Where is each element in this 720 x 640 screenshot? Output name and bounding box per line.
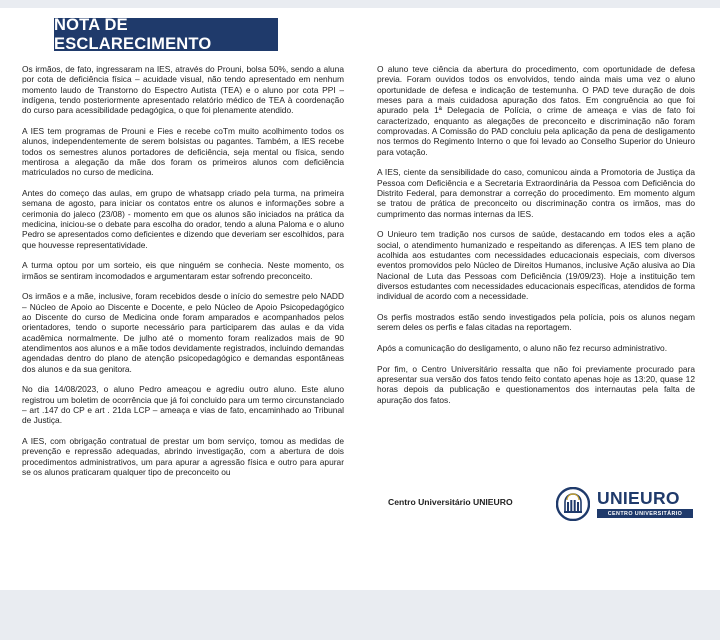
logo-subtitle: CENTRO UNIVERSITÁRIO [597, 509, 693, 518]
paragraph: Antes do começo das aulas, em grupo de whatsapp criado pela turma, na primeira semana de agosto, para iniciar os contatos entre os alunos e informações sobre a cerimonia do jaleco (23/08) - momento em que os alunos são iniciados na prática da medicina, iniciou-se o debate para escolha do orador, tendo a aluna Paloma e o aluno Pedro se apresentados como deficientes e dizendo que deveriam ser escolhidos, para que houvesse representatividade. [22, 188, 344, 250]
paragraph: Após a comunicação do desligamento, o aluno não fez recurso administrativo. [377, 343, 668, 354]
bottom-band [0, 590, 720, 640]
page-title-text: NOTA DE ESCLARECIMENTO [54, 15, 212, 53]
paragraph: No dia 14/08/2023, o aluno Pedro ameaçou e agrediu outro aluno. Este aluno registrou um boletim de ocorrência que já foi concluido para um termo circunstanciado – art .147 do CP e art . 21da LCP – ameaça e vias de fato, encaminhado ao Tribunal de Justiça. [22, 384, 344, 426]
logo-name: UNIEURO [597, 488, 680, 508]
paragraph: A turma optou por um sorteio, eis que ninguém se conhecia. Neste momento, os irmãos se sentiram incomodados e argumentaram estar sofrendo preconceito. [22, 260, 344, 281]
unieuro-logo [556, 487, 706, 521]
paragraph: O aluno teve ciência da abertura do procedimento, com oportunidade de defesa previa. Foram ouvidos todos os envolvidos, tendo ainda mais uma vez o aluno oportunidade de defesa e indicação de testemunha. O PAD teve duração de dois meses para a mais cuidadosa apuração dos fatos. Em congruência ao que foi apurado pela 1ª Delegacia de Polícia, o crime de ameaça e vias de fato foi caracterizado, enquanto as alegações de preconceito e discriminação não foram comprovadas. A Comissão do PAD concluiu pela aplicação da pena de desligamento nos termos do Regimento Interno o que foi levado ao Conselho Superior do Unieuro para votação. [377, 64, 695, 157]
paragraph: O Unieuro tem tradição nos cursos de saúde, destacando em todos eles a ação social, o atendimento humanizado e respeitando as diferenças. A IES tem plano de acolhida aos estudantes com necessidades educacionais especiais, com diversos eventos promovidos pelo Núcleo de Direitos Humanos, inclusive Ação alusiva ao Dia Nacional de Luta das Pessoas com Deficiência (19/09/23). Hoje a instituição tem diversos estudantes com necessidades educacionais específicas, atendidos de forma individual de acordo com a necessidade. [377, 229, 695, 302]
paragraph: Os irmãos e a mãe, inclusive, foram recebidos desde o início do semestre pelo NADD – Núcleo de Apoio ao Discente e Docente, e pelo Núcleo de Apoio Psicopedagógico ao Discente do curso de Medicina onde foram amparados e acompanhados pelos orientadores, tendo o suporte necessário para participarem das aulas e da vida acadêmica normalmente. De julho até o momento foram realizados mais de 90 atendimentos aos alunos e a mãe todos devidamente registrados, incluindo demandas agendadas dentro do plano de atenção psicopedagógico e demandas espontâneas dos alunos e da sua genitora. [22, 291, 344, 374]
paragraph: A IES, ciente da sensibilidade do caso, comunicou ainda a Promotoria de Justiça da Pessoa com Deficiência e a Secretaria Extraordinária da Pessoa com Deficiência do Distrito Federal, para demonstrar a correção do procedimento. Em momento algum se tratou de prática de preconceito ou discriminação contra os irmãos, mas do cumprimento das normas internas da IES. [377, 167, 695, 219]
signature: Centro Universitário UNIEURO [388, 497, 513, 507]
paragraph: A IES tem programas de Prouni e Fies e recebe coTm muito acolhimento todos os alunos, independentemente de serem bolsistas ou pagantes. Também, a IES recebe todos os semestres alunos portadores de deficiência, seja mental ou física, sendo mentirosa a alegação da mãe dos foram os primeiros alunos com deficiência matriculados no curso de medicina. [22, 126, 344, 178]
top-band [0, 0, 720, 8]
left-column [22, 64, 344, 488]
paragraph: Os irmãos, de fato, ingressaram na IES, através do Prouni, bolsa 50%, sendo a aluna por cota de deficiência física – acuidade visual, não tendo apresentado em nenhum momento laudo de Transtorno do Espectro Autista (TEA) e o aluno por cota PPI – indígena, tendo posteriormente apresentado relatório médico de TEA à coordenação do curso para acessibilidade pedagógica, o que foi plenamente atendido. [22, 64, 344, 116]
paragraph: Por fim, o Centro Universitário ressalta que não foi previamente procurado para apresentar sua versão dos fatos tendo feito contato apenas hoje as 13:20, quase 12 horas depois da publicação e questionamentos dos internautas pela falta de apuração dos fatos. [377, 363, 695, 405]
paragraph: A IES, com obrigação contratual de prestar um bom serviço, tomou as medidas de prevenção e repressão adequadas, abrindo investigação, com a abertura de dois procedimentos administrativos, um para apurar a agressão física e outro para apurar se os alunos praticaram qualquer tipo de preconceito ou [22, 436, 344, 478]
institution-emblem-icon [556, 487, 590, 521]
page-title [54, 15, 278, 53]
right-column [377, 64, 695, 415]
paragraph: Os perfis mostrados estão sendo investigados pela polícia, pois os alunos negam serem deles os perfis e falas citadas na reportagem. [377, 312, 695, 333]
